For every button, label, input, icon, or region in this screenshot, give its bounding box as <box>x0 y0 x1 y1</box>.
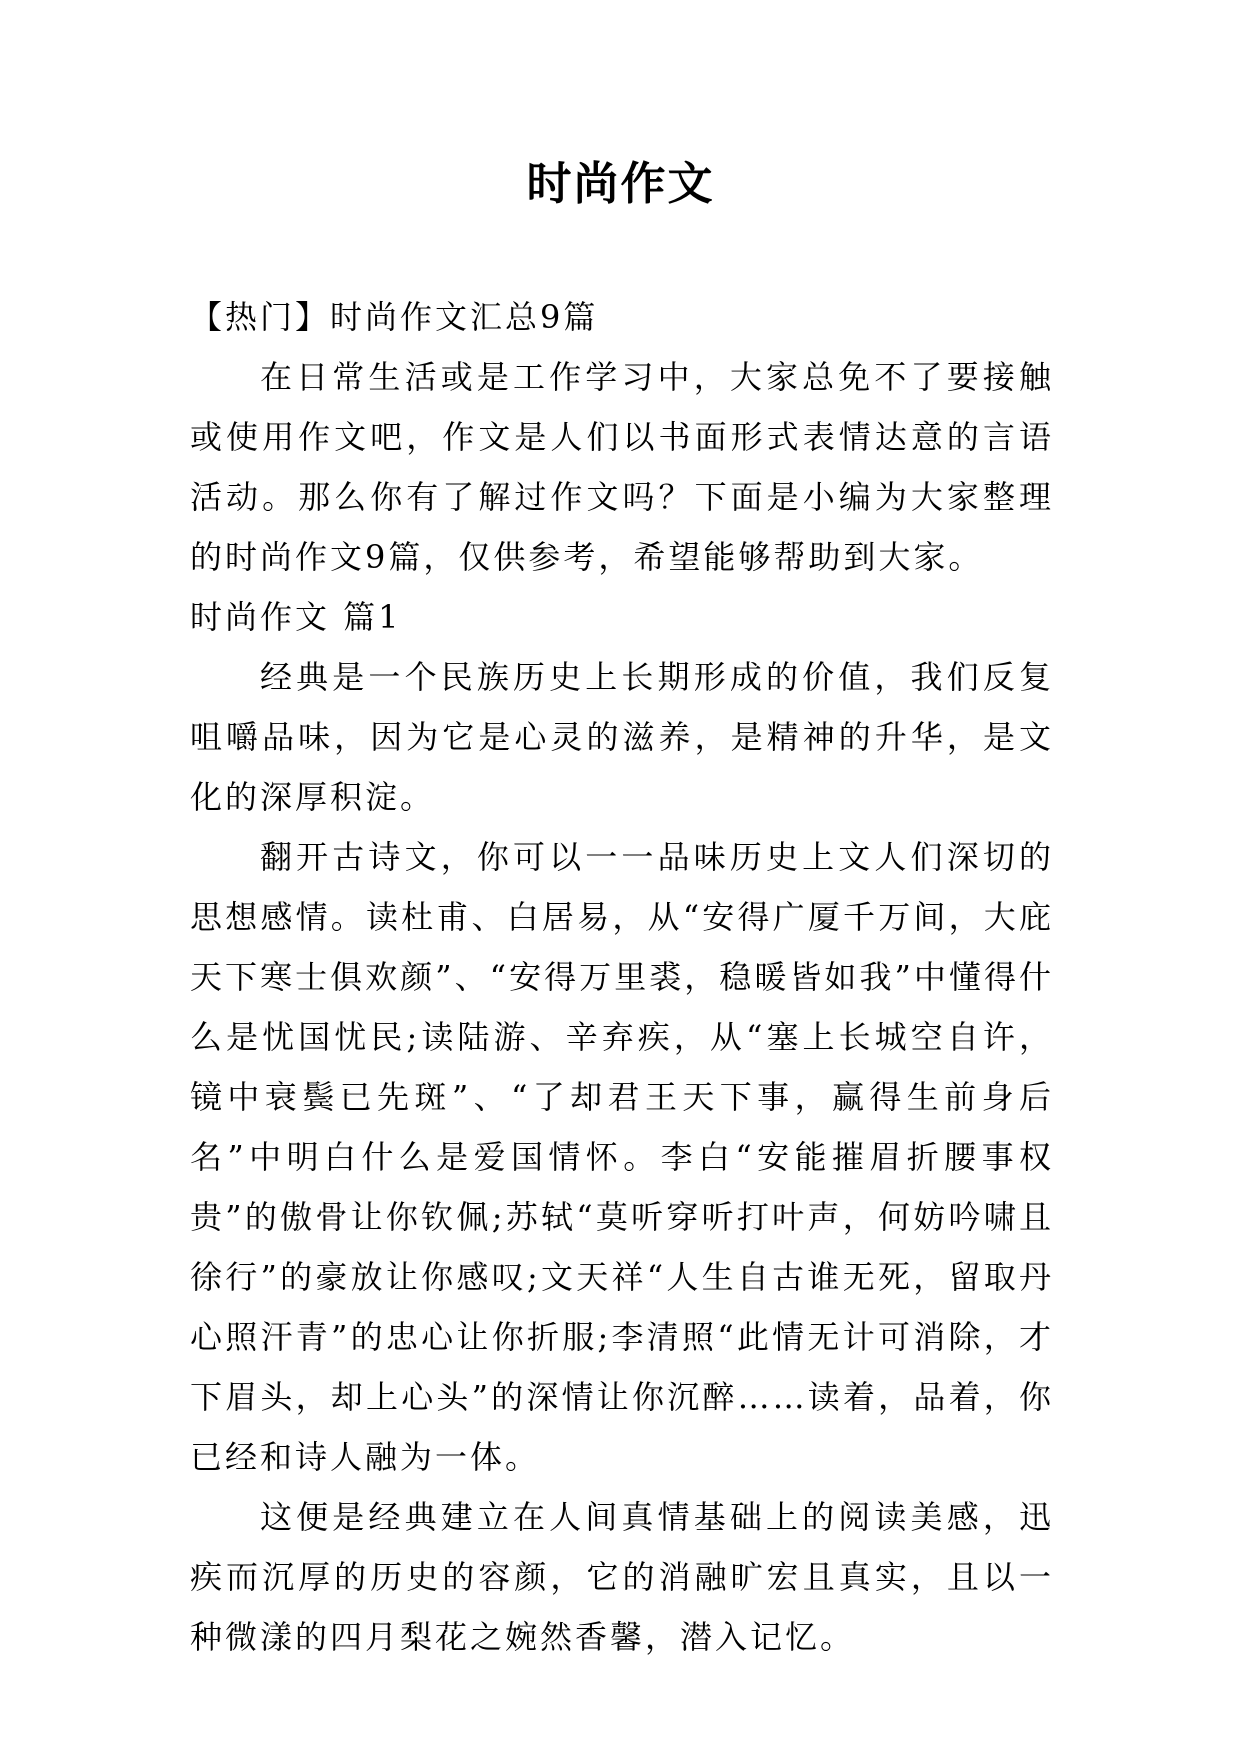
body-paragraph-1: 经典是一个民族历史上长期形成的价值，我们反复咀嚼品味，因为它是心灵的滋养，是精神的升华，是文化的深厚积淀。 <box>190 658 1054 816</box>
document-title: 时尚作文 <box>526 157 715 210</box>
body-paragraph-3: 这便是经典建立在人间真情基础上的阅读美感，迅疾而沉厚的历史的容颜，它的消融旷宏且真实，且以一种微漾的四月梨花之婉然香馨，潜入记忆。 <box>190 1498 1054 1656</box>
intro-paragraph: 在日常生活或是工作学习中，大家总免不了要接触或使用作文吧，作文是人们以书面形式表情达意的言语活动。那么你有了解过作文吗？下面是小编为大家整理的时尚作文9篇，仅供参考，希望能够帮助到大家。 <box>190 358 1054 576</box>
body-paragraph-2: 翻开古诗文，你可以一一品味历史上文人们深切的思想感情。读杜甫、白居易，从“安得广厦千万间，大庇天下寒士俱欢颜”、“安得万里裘，稳暖皆如我”中懂得什么是忧国忧民;读陆游、辛弃疾，从“塞上长城空自许，镜中衰鬓已先斑”、“了却君王天下事，赢得生前身后名”中明白什么是爱国情怀。李白“安能摧眉折腰事权贵”的傲骨让你钦佩;苏轼“莫听穿听打叶声，何妨吟啸且徐行”的豪放让你感叹;文天祥“人生自古谁无死，留取丹心照汗青”的忠心让你折服;李清照“此情无计可消除，才下眉头，却上心头”的深情让你沉醉……读着，品着，你已经和诗人融为一体。 <box>190 838 1054 1476</box>
document-body <box>190 287 1054 1667</box>
section-title: 时尚作文 篇1 <box>190 598 402 636</box>
article-heading: 【热门】时尚作文汇总9篇 <box>190 298 599 336</box>
